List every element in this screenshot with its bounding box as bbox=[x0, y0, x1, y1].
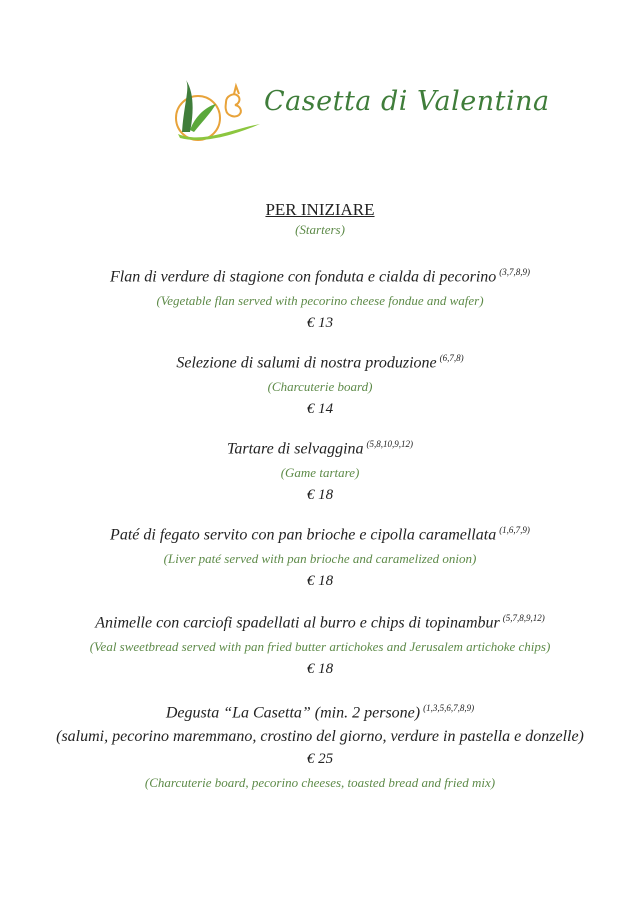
menu-item bbox=[0, 348, 640, 419]
dish-price: € 25 bbox=[306, 751, 334, 768]
allergen-codes: (3,7,8,9) bbox=[499, 267, 531, 277]
dish-name: Flan di verdure di stagione con fonduta e cialda di pecorino bbox=[109, 268, 497, 286]
dish-price: € 18 bbox=[306, 661, 334, 678]
dish-name: Tartare di selvaggina bbox=[226, 440, 364, 458]
brand-logo bbox=[172, 74, 550, 154]
section-title: PER INIZIARE bbox=[265, 200, 375, 219]
brand-name: Casetta di Valentina bbox=[264, 86, 550, 117]
menu-item bbox=[0, 608, 640, 679]
allergen-codes: (5,8,10,9,12) bbox=[366, 439, 414, 449]
allergen-codes: (5,7,8,9,12) bbox=[502, 613, 545, 623]
allergen-codes: (1,6,7,9) bbox=[499, 525, 530, 535]
dish-name: Paté di fegato servito con pan brioche e cipolla caramellata bbox=[110, 526, 497, 544]
menu-item bbox=[0, 698, 640, 793]
menu-item bbox=[0, 434, 640, 505]
logo-emblem-icon bbox=[172, 74, 262, 154]
dish-english: (Veal sweetbread served with pan fried butter artichokes and Jerusalem artichoke chips) bbox=[89, 639, 551, 655]
allergen-codes: (6,7,8) bbox=[439, 353, 464, 363]
dish-english: (Vegetable flan served with pecorino cheese fondue and wafer) bbox=[156, 293, 484, 309]
dish-price: € 13 bbox=[306, 315, 334, 332]
dish-english: (Liver paté served with pan brioche and caramelized onion) bbox=[163, 551, 477, 567]
dish-name: Selezione di salumi di nostra produzione bbox=[176, 354, 437, 372]
dish-name: Animelle con carciofi spadellati al burro e chips di topinambur bbox=[95, 614, 500, 632]
section-subtitle: (Starters) bbox=[295, 222, 345, 237]
menu-item bbox=[0, 520, 640, 591]
dish-price: € 18 bbox=[306, 487, 334, 504]
dish-english: (Charcuterie board) bbox=[267, 379, 373, 395]
menu-item bbox=[0, 262, 640, 333]
dish-description: (salumi, pecorino maremmano, crostino del giorno, verdure in pastella e donzelle) bbox=[56, 728, 584, 746]
dish-english: (Game tartare) bbox=[280, 465, 360, 481]
dish-price: € 18 bbox=[306, 573, 334, 590]
dish-price: € 14 bbox=[306, 401, 334, 418]
dish-english: (Charcuterie board, pecorino cheeses, toasted bread and fried mix) bbox=[144, 775, 496, 791]
allergen-codes: (1,3,5,6,7,8,9) bbox=[423, 703, 475, 713]
dish-name: Degusta “La Casetta” (min. 2 persone) bbox=[165, 704, 421, 722]
